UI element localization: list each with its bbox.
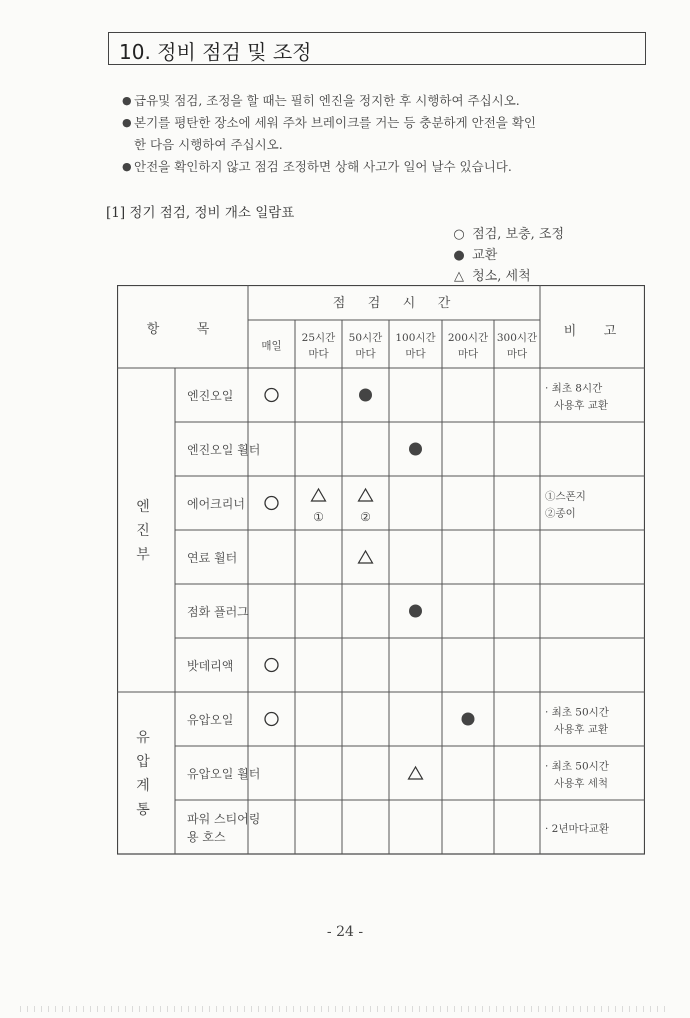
scan-noise	[20, 1006, 670, 1012]
circle-outline-icon	[265, 389, 278, 402]
interval-header: 마다	[308, 348, 329, 360]
time-header-label: 검	[367, 296, 381, 311]
remark-text: · 최초 8시간	[545, 382, 603, 395]
triangle-icon: △	[454, 269, 464, 284]
item-label: 연료 휠터	[187, 551, 238, 565]
note-item	[122, 156, 652, 178]
note-item	[122, 90, 652, 112]
remark-text: · 최초 50시간	[545, 706, 609, 719]
filled-circle-icon	[409, 443, 422, 456]
note-text: 안전을 확인하지 않고 점검 조정하면 상해 사고가 일어 날수 있습니다.	[134, 159, 512, 174]
remark-text: 사용후 교환	[554, 399, 609, 412]
maintenance-table	[117, 285, 645, 860]
time-header-label: 간	[437, 296, 451, 311]
time-header-label: 시	[402, 296, 416, 311]
group-label: 부	[136, 547, 150, 563]
triangle-icon	[409, 767, 423, 779]
bullet-dot-icon: ●	[122, 160, 132, 173]
item-label: 유압오일 휠터	[187, 767, 261, 781]
circle-outline-icon	[265, 713, 278, 726]
group-label: 엔	[136, 499, 150, 515]
remark-header-label: 비	[563, 324, 577, 339]
remark-text: 사용후 세척	[554, 777, 609, 790]
filled-circle-icon	[359, 389, 372, 402]
item-header-label: 목	[196, 322, 210, 337]
interval-header: 매일	[261, 340, 282, 352]
note-item-continued	[122, 134, 652, 156]
item-label: 엔진오일 휠터	[187, 443, 261, 457]
remark-text: ②종이	[545, 507, 576, 520]
interval-header: 마다	[506, 348, 528, 360]
interval-header: 25시간	[301, 332, 336, 344]
item-label: 에어크리너	[187, 497, 245, 511]
remark-text: ①스폰지	[545, 490, 586, 503]
interval-header: 50시간	[348, 332, 383, 344]
section-title: [1] 정기 점검, 정비 개소 일람표	[106, 205, 295, 221]
legend-label: 점검, 보충, 조정	[472, 227, 565, 242]
mark-sub-label: ①	[313, 510, 324, 524]
legend-label: 청소, 세척	[472, 269, 531, 284]
group-label: 계	[136, 778, 150, 794]
triangle-icon	[359, 489, 373, 501]
item-label: 유압오일	[187, 713, 234, 727]
item-label: 엔진오일	[187, 389, 234, 403]
note-item	[122, 112, 652, 134]
note-text: 급유및 점검, 조정을 할 때는 필히 엔진을 정지한 후 시행하여 주십시오.	[134, 93, 520, 108]
legend-item-replace	[450, 245, 564, 266]
circle-outline-icon	[265, 497, 278, 510]
circle-outline-icon	[265, 659, 278, 672]
interval-header: 마다	[355, 348, 376, 360]
note-text: 본기를 평탄한 장소에 세워 주차 브레이크를 거는 등 충분하게 안전을 확인	[134, 115, 536, 130]
filled-circle-icon: ●	[453, 248, 465, 263]
circle-outline-icon: ○	[453, 227, 465, 242]
triangle-icon	[312, 489, 326, 501]
interval-header: 300시간	[496, 332, 538, 344]
interval-header: 마다	[457, 348, 479, 360]
notes-list	[122, 90, 652, 178]
filled-circle-icon	[462, 713, 475, 726]
interval-header: 100시간	[395, 332, 436, 344]
group-label: 통	[136, 802, 150, 818]
item-label: 파워 스티어링	[187, 812, 261, 826]
item-header-label: 항	[146, 322, 160, 337]
legend-label: 교환	[472, 248, 498, 263]
item-label: 점화 플러그	[187, 605, 249, 619]
mark-sub-label: ②	[360, 510, 371, 524]
remark-text: 사용후 교환	[554, 723, 609, 736]
interval-header: 마다	[405, 348, 426, 360]
group-label: 진	[136, 523, 150, 539]
title-box	[108, 32, 646, 65]
group-label: 압	[136, 754, 150, 770]
bullet-dot-icon: ●	[122, 116, 132, 129]
triangle-icon	[359, 551, 373, 563]
legend-item-clean	[450, 266, 564, 287]
page-title: 10. 정비 점검 및 조정	[119, 40, 312, 64]
filled-circle-icon	[409, 605, 422, 618]
interval-header: 200시간	[447, 332, 489, 344]
remark-text: · 2년마다교환	[545, 823, 610, 835]
legend-item-inspect	[450, 224, 564, 245]
group-label: 유	[136, 730, 150, 746]
note-text: 한 다음 시행하여 주십시오.	[134, 137, 283, 152]
remark-header-label: 고	[603, 324, 617, 339]
time-header-label: 점	[332, 296, 346, 311]
remark-text: · 최초 50시간	[545, 760, 609, 773]
bullet-dot-icon: ●	[122, 94, 132, 107]
item-label: 용 호스	[187, 830, 226, 844]
page-number: - 24 -	[326, 924, 364, 940]
legend	[450, 224, 564, 287]
item-label: 밧데리액	[187, 659, 234, 673]
